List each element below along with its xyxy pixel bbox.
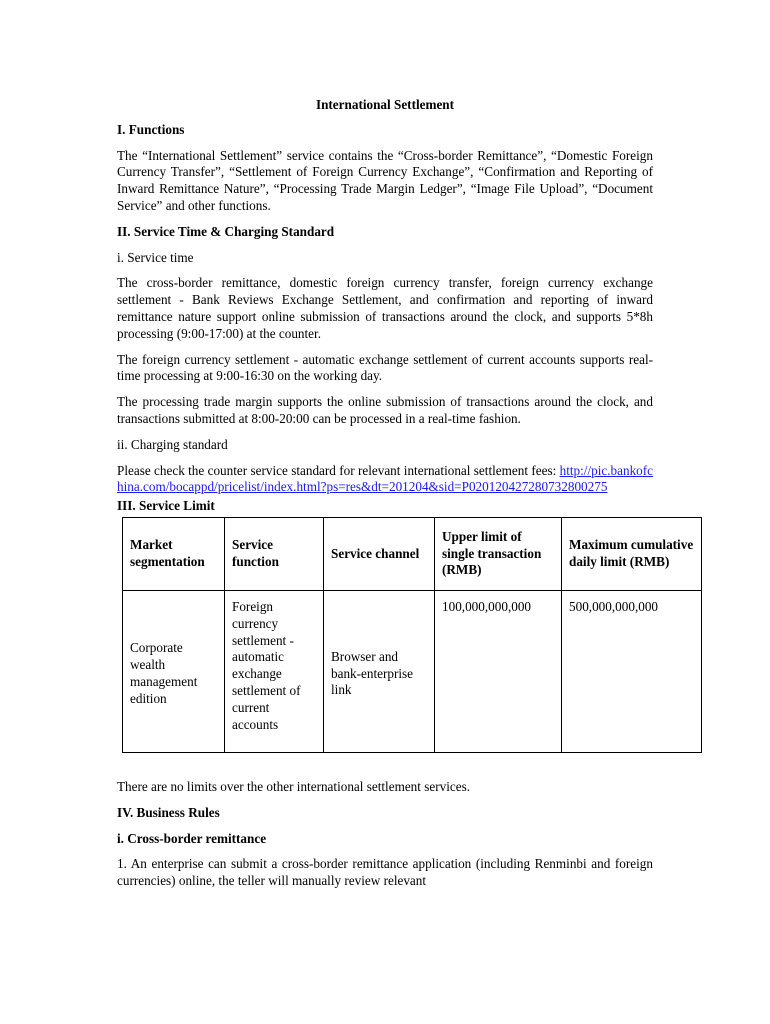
document-body (117, 97, 694, 899)
functions-paragraph: The “International Settlement” service contains the “Cross-border Remittance”, “Domestic Foreign Currency Transfer”, “Settlement of Foreign Currency Exchange”, “Confirmation and Reporting of Inward Remittance Nature”, “Processing Trade Margin Ledger”, “Image File Upload”, “Document Service” and other functions. (117, 147, 653, 213)
service-time-paragraph-2: The foreign currency settlement - automatic exchange settlement of current accounts supports real-time processing at 9:00-16:30 on the working day. (117, 351, 653, 384)
cell-daily-limit: 500,000,000,000 (562, 590, 702, 752)
service-time-paragraph-1: The cross-border remittance, domestic foreign currency transfer, foreign currency exchange settlement - Bank Reviews Exchange Settlement, and confirmation and reporting of inward remittance nature support online submission of transactions around the clock, and supports 5*8h processing (9:00-17:00) at the counter. (117, 275, 653, 341)
header-upper-limit: Upper limit of single transaction (RMB) (435, 517, 562, 590)
service-limit-note: There are no limits over the other international settlement services. (117, 778, 471, 794)
cell-upper-limit: 100,000,000,000 (435, 590, 562, 752)
cell-service-function: Foreign currency settlement - automatic exchange settlement of current accounts (225, 590, 324, 752)
table-row (123, 590, 702, 752)
cell-service-channel: Browser and bank-enterprise link (324, 590, 435, 752)
subheading-cross-border-remittance: i. Cross-border remittance (117, 830, 267, 846)
table-header-row (123, 517, 702, 590)
charging-paragraph (117, 463, 653, 497)
section-heading-service-limit: III. Service Limit (117, 498, 215, 514)
header-daily-limit: Maximum cumulative daily limit (RMB) (562, 517, 702, 590)
header-service-function: Service function (225, 517, 324, 590)
business-rules-paragraph-1: 1. An enterprise can submit a cross-border remittance application (including Renminbi and foreign currencies) online, the teller will manually review relevant (117, 856, 653, 889)
header-market-segmentation: Market segmentation (123, 517, 225, 590)
section-heading-service-time: II. Service Time & Charging Standard (117, 223, 335, 239)
cell-market-segmentation: Corporate wealth management edition (123, 590, 225, 752)
subheading-service-time: i. Service time (117, 249, 194, 265)
charging-text: Please check the counter service standard for relevant international settlement fees: (117, 462, 557, 478)
section-heading-functions: I. Functions (117, 121, 185, 137)
section-heading-business-rules: IV. Business Rules (117, 804, 220, 820)
service-limit-table (122, 517, 702, 753)
spacer (117, 767, 653, 779)
service-time-paragraph-3: The processing trade margin supports the online submission of transactions around the clock, and transactions submitted at 8:00-20:00 can be processed in a real-time fashion. (117, 394, 653, 426)
header-service-channel: Service channel (324, 517, 435, 590)
subheading-charging-standard: ii. Charging standard (117, 436, 228, 452)
document-title: International Settlement (315, 97, 455, 112)
pricelist-link[interactable]: http://pic.bankofchina.com/bocappd/pricelist/index.html?ps=res&dt=201204&sid=P020120427280732800275 (117, 462, 653, 495)
